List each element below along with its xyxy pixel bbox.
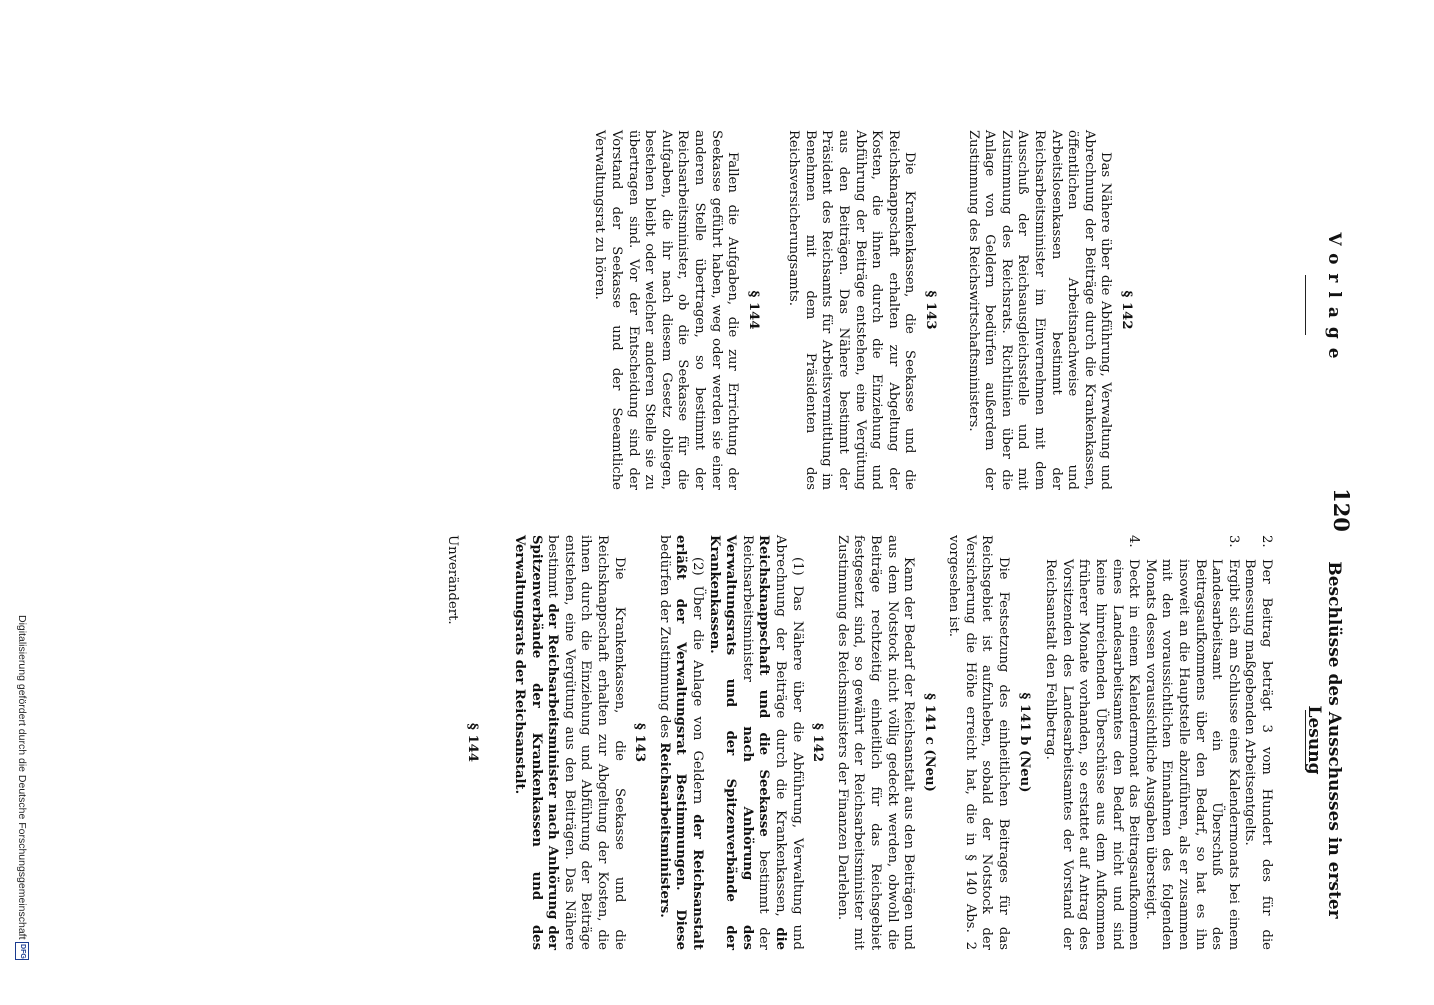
left-section-143-heading: § 143: [923, 290, 939, 330]
text-run: bedürfen der Zustimmung des: [656, 535, 672, 739]
bold-text-run: nach Anhörung des Verwaltungsrats und der Spitzenverbände der Krankenkassen.: [706, 535, 755, 950]
list-item: [1241, 535, 1274, 950]
bold-text-run: die Reichsknappschaft und die Seekasse: [756, 535, 788, 950]
list-number: 3.: [1225, 535, 1241, 548]
list-item: [1141, 535, 1241, 950]
bold-text-run: der Reichsarbeitsminister nach Anhörung der Spitzenverbände der Krankenkassen und des Verwaltungsrats der Reichsanstalt.: [512, 535, 561, 950]
footer-text: Digitalisierung gefördert durch die Deutsche Forschungsgemeinschaft: [16, 615, 29, 940]
left-column: [591, 130, 1134, 490]
header-beschluesse: Beschlüsse des Ausschusses in erster Lesung: [1304, 561, 1344, 919]
list-item: [1042, 535, 1142, 950]
right-section-144-heading: § 144: [465, 722, 481, 762]
right-section-142-paragraph-2: [655, 535, 705, 950]
list-number: 2.: [1259, 535, 1274, 548]
list-number: 4.: [1126, 535, 1142, 548]
left-section-142-text: Das Nähere über die Abführung, Verwaltung und Abrechnung der Beiträge durch die Krankenkassen, öffentlichen Arbeitsnachweise und Arbeitslosenkassen bestimmt der Reichsarbeitsminister im Einvernehmen mit dem Ausschuß der Reichsausgleichsstelle und mit Zustimmung des Reichsrats. Richtlinien über die Anlage von Geldern bedürfen außerdem der Zustimmung des Reichswirtschaftsministers.: [965, 130, 1114, 490]
left-section-144-heading: § 144: [745, 290, 761, 330]
right-section-143-text: [510, 535, 626, 950]
text-run: bestimmt der Reichsarbeitsminister: [739, 535, 772, 950]
right-section-141b-heading: § 141 b (Neu): [1016, 692, 1032, 793]
bold-text-run: Reichsarbeitsministers.: [656, 742, 672, 918]
dfg-logo: DFG: [15, 942, 29, 960]
header-vorlage: Vorlage: [1324, 232, 1344, 368]
list-text: Der Beitrag beträgt 3 vom Hundert des für die Bemessung maßgebenden Arbeitsentgelts.: [1242, 559, 1274, 950]
right-column: [443, 535, 1274, 950]
right-section-142-paragraph-1: [705, 535, 805, 950]
list-text: Ergibt sich am Schlusse eines Kalendermonats bei einem Landesarbeitsamt ein Überschuß des Beitragsaufkommens über den Bedarf, so hat es ihn insoweit an die Hauptstelle abzuführen, als er zusammen mit den voraussichtlichen Einnahmen des folgenden Monats dessen voraussichtliche Ausgaben übersteigt.: [1142, 559, 1241, 950]
right-section-141c-heading: § 141 c (Neu): [921, 693, 937, 792]
right-section-143-heading: § 143: [632, 722, 648, 762]
text-run: Die Krankenkassen, die Seekasse und die Reichsknappschaft erhalten zur Abgeltung der Kosten, die ihnen durch die Einziehung und Abführung der Beiträge entstehen, eine Vergütung aus den Beiträgen. Das Nähere bestimmt: [545, 535, 627, 950]
left-section-144-text: Fallen die Aufgaben, die zur Errichtung der Seekasse geführt haben, weg oder werden sie einer anderen Stelle übertragen, so bestimmt der Reichsarbeitsminister, ob die Seekasse für die Aufgaben, die ihr nach diesem Gesetz obliegen, bestehen bleibt oder welcher anderen Stelle sie zu übertragen sind. Vor der Entscheidung sind der Vorstand der Seekasse und der Seeamtliche Verwaltungsrat zu hören.: [592, 130, 741, 490]
left-section-143-text: Die Krankenkassen, die Seekasse und die Reichsknappschaft erhalten zur Abgeltung der Kosten, die ihnen durch die Einziehung und Abführung der Beiträge entstehen, eine Vergütung aus den Beiträgen. Das Nähere bestimmt der Präsident des Reichsamts für Arbeitsvermittlung im Benehmen mit dem Präsidenten des Reichsversicherungsamts.: [786, 130, 918, 490]
right-section-141c-text: Kann der Bedarf der Reichsanstalt aus den Beiträgen und aus dem Notstock nicht völlig gedeckt werden, obwohl die Beiträge rechtzeitig einheitlich für das Reichsgebiet festgesetzt sind, so gewährt der Reichsarbeitsminister mit Zustimmung des Reichsministers der Finanzen Darlehen.: [834, 535, 917, 950]
right-section-141b-text: Die Festsetzung des einheitlichen Beitrages für das Reichsgebiet ist aufzuheben, sobald der Notstock der Versicherung die Höhe erreicht hat, die in § 140 Abs. 2 vorgesehen ist.: [946, 535, 1012, 950]
header-rule-left: [1305, 275, 1306, 335]
left-section-142-heading: § 142: [1119, 290, 1134, 330]
header-rule-right: [1305, 710, 1306, 770]
list-text: Deckt in einem Kalendermonat das Beitragsaufkommen eines Landesarbeitsamtes den Bedarf nicht und sind keine hinreichenden Überschüsse aus dem Aufkommen früherer Monate vorhanden, so erstattet auf Antrag des Vorsitzenden des Landesarbeitsamtes der Vorstand der Reichsanstalt den Fehlbetrag.: [1043, 559, 1142, 950]
numbered-list: [1042, 535, 1274, 950]
page-number: 120: [1329, 488, 1354, 532]
text-run: (2) Über die Anlage von Geldern: [690, 557, 705, 805]
right-section-142-heading: § 142: [810, 722, 826, 762]
text-run: (1) Das Nähere über die Abführung, Verwaltung und Abrechnung der Beiträge durch die Krankenkassen,: [772, 535, 805, 950]
digitization-footer: [15, 615, 29, 1005]
bold-text-run: der Reichsanstalt erläßt der Verwaltungsrat Bestimmungen. Diese: [673, 535, 705, 950]
right-section-144-text: Unverändert.: [444, 535, 460, 625]
